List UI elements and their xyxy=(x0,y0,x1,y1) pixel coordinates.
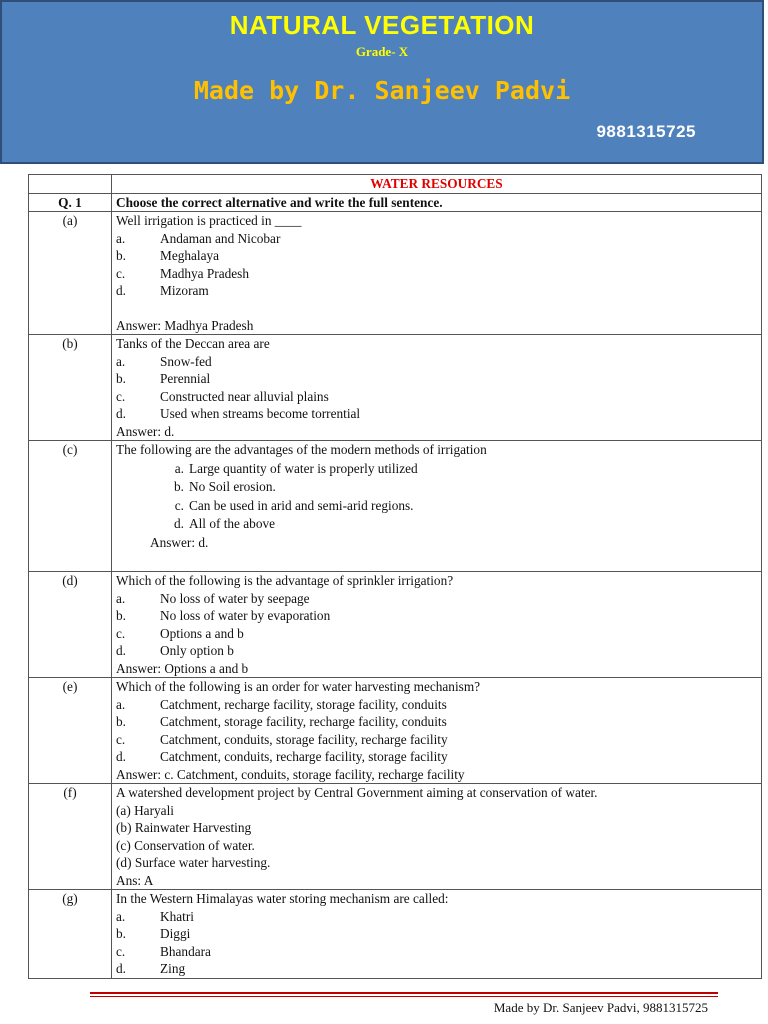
option xyxy=(116,908,757,926)
option-text: Khatri xyxy=(160,908,194,924)
option-key: b. xyxy=(116,371,126,386)
answer-text: Answer: c. Catchment, conduits, storage facility, recharge facility xyxy=(116,766,465,782)
option-text: Can be used in arid and semi-arid regions. xyxy=(189,497,414,513)
phone-number: 9881315725 xyxy=(596,122,696,141)
question-table xyxy=(28,174,762,979)
option-key: d. xyxy=(174,516,184,531)
author-line: Made by Dr. Sanjeev Padvi xyxy=(193,76,571,105)
option xyxy=(116,460,757,478)
option xyxy=(116,515,757,533)
option-key: b. xyxy=(116,608,126,623)
option xyxy=(116,388,757,406)
option xyxy=(116,230,757,248)
answer-text: Answer: d. xyxy=(150,534,209,550)
question-body xyxy=(112,335,762,441)
question-text: Which of the following is the advantage of sprinkler irrigation? xyxy=(116,573,454,588)
option-text: Perennial xyxy=(160,371,211,386)
option xyxy=(116,405,757,423)
spacer xyxy=(116,551,757,571)
option-text: All of the above xyxy=(189,516,276,531)
option-key: a. xyxy=(116,590,126,606)
option-key: c. xyxy=(116,731,126,747)
option-text: Options a and b xyxy=(160,625,244,641)
question-body xyxy=(112,572,762,678)
option-key: c. xyxy=(116,625,126,641)
answer-text: Ans: A xyxy=(116,872,154,888)
option-text: Catchment, recharge facility, storage facility, conduits xyxy=(160,696,447,712)
question-row-b xyxy=(29,335,762,441)
option-key: d. xyxy=(116,283,126,298)
answer-text: Answer: Madhya Pradesh xyxy=(116,317,254,333)
option xyxy=(116,943,757,961)
option-text: Large quantity of water is properly utilized xyxy=(189,460,418,476)
option-key: c. xyxy=(174,497,184,513)
question-label: (f) xyxy=(29,784,112,890)
section-row xyxy=(29,175,762,194)
question-label: (a) xyxy=(29,212,112,335)
question-row-f xyxy=(29,784,762,890)
option-key: d. xyxy=(116,749,126,764)
question-row-c xyxy=(29,441,762,572)
question-label: (e) xyxy=(29,678,112,784)
option xyxy=(116,960,757,978)
option xyxy=(116,696,757,714)
option-text: Used when streams become torrential xyxy=(160,406,361,421)
option-text: Only option b xyxy=(160,643,234,658)
question-body xyxy=(112,678,762,784)
question-label: (g) xyxy=(29,890,112,979)
option-text: No loss of water by seepage xyxy=(160,590,310,606)
option-key: a. xyxy=(116,908,126,924)
option-text: (d) Surface water harvesting. xyxy=(116,855,271,870)
option-key: a. xyxy=(116,696,126,712)
question-text: A watershed development project by Central Government aiming at conservation of water. xyxy=(116,785,598,800)
question-label: (c) xyxy=(29,441,112,572)
option xyxy=(116,748,757,766)
option xyxy=(116,590,757,608)
option xyxy=(116,370,757,388)
option-key: a. xyxy=(116,230,126,246)
option-key: c. xyxy=(116,943,126,959)
option-text: (c) Conservation of water. xyxy=(116,837,255,853)
footer-text: Made by Dr. Sanjeev Padvi, 9881315725 xyxy=(493,1000,708,1015)
option-text: Madhya Pradesh xyxy=(160,265,249,281)
option xyxy=(116,925,757,943)
option xyxy=(116,713,757,731)
question-body xyxy=(112,212,762,335)
option-key: d. xyxy=(116,643,126,658)
question-row-d xyxy=(29,572,762,678)
question-row-g xyxy=(29,890,762,979)
option-key: b. xyxy=(174,479,184,494)
question-text: In the Western Himalayas water storing mechanism are called: xyxy=(116,891,449,906)
option xyxy=(116,265,757,283)
option-key: d. xyxy=(116,406,126,421)
option-text: Bhandara xyxy=(160,943,211,959)
option-key: b. xyxy=(116,248,126,263)
question-body xyxy=(112,890,762,979)
option xyxy=(116,247,757,265)
title-banner xyxy=(0,0,764,164)
option-text: Constructed near alluvial plains xyxy=(160,388,329,404)
question-label: (b) xyxy=(29,335,112,441)
section-label-cell xyxy=(29,175,112,194)
option-text: No Soil erosion. xyxy=(189,479,276,494)
option-text: (b) Rainwater Harvesting xyxy=(116,820,252,835)
option-key: d. xyxy=(116,961,126,976)
option xyxy=(116,642,757,660)
option-text: Andaman and Nicobar xyxy=(160,230,281,246)
option xyxy=(116,625,757,643)
option-text: Catchment, conduits, recharge facility, storage facility xyxy=(160,749,448,764)
option-text: Diggi xyxy=(160,926,191,941)
question-number: Q. 1 xyxy=(29,193,112,212)
option-text: Meghalaya xyxy=(160,248,220,263)
option-key: a. xyxy=(174,460,184,476)
question-text: Well irrigation is practiced in ____ xyxy=(116,213,302,228)
question-row-a xyxy=(29,212,762,335)
question-row-e xyxy=(29,678,762,784)
footer-divider xyxy=(90,992,718,994)
grade-label: Grade- X xyxy=(355,44,409,59)
option-text: Snow-fed xyxy=(160,353,212,369)
answer-text: Answer: d. xyxy=(116,423,175,439)
question-text: The following are the advantages of the modern methods of irrigation xyxy=(116,442,487,457)
question-text: Which of the following is an order for water harvesting mechanism? xyxy=(116,679,481,694)
footer-divider-thin xyxy=(90,996,718,997)
option-text: Catchment, storage facility, recharge facility, conduits xyxy=(160,714,447,729)
option-key: c. xyxy=(116,265,126,281)
spacer xyxy=(116,300,757,317)
option-key: b. xyxy=(116,714,126,729)
option xyxy=(116,353,757,371)
section-title: WATER RESOURCES xyxy=(112,175,762,194)
option xyxy=(116,478,757,496)
option-text: No loss of water by evaporation xyxy=(160,608,331,623)
option xyxy=(116,607,757,625)
instruction-text: Choose the correct alternative and write the full sentence. xyxy=(112,193,762,212)
option xyxy=(116,282,757,300)
instruction-row xyxy=(29,193,762,212)
page-title: NATURAL VEGETATION xyxy=(229,10,535,40)
question-text: Tanks of the Deccan area are xyxy=(116,336,270,351)
option-text: Catchment, conduits, storage facility, recharge facility xyxy=(160,731,448,747)
option-key: a. xyxy=(116,353,126,369)
question-body xyxy=(112,441,762,572)
option-text: Zing xyxy=(160,961,186,976)
option xyxy=(116,731,757,749)
question-label: (d) xyxy=(29,572,112,678)
option xyxy=(116,497,757,515)
option-key: b. xyxy=(116,926,126,941)
option-key: c. xyxy=(116,388,126,404)
option-text: Mizoram xyxy=(160,283,209,298)
option-text: (a) Haryali xyxy=(116,802,174,818)
question-body xyxy=(112,784,762,890)
answer-text: Answer: Options a and b xyxy=(116,660,249,676)
